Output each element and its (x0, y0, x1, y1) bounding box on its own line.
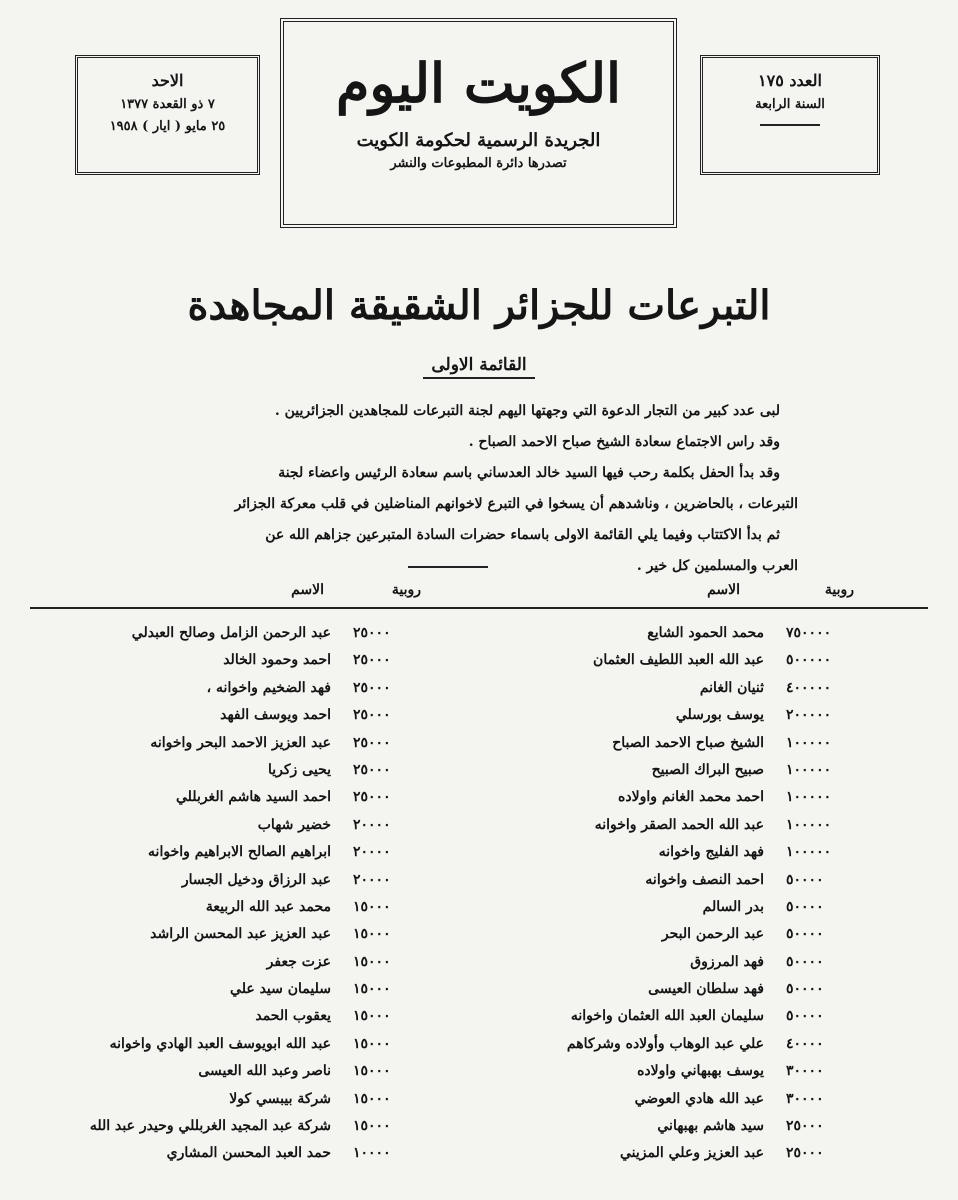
donation-amount: ٢٥٠٠٠ (353, 625, 391, 641)
donor-name: يحيى زكريا (267, 761, 331, 778)
donor-name: عزت جعفر (266, 953, 331, 970)
article-body (158, 396, 798, 582)
table-row (488, 1140, 848, 1167)
donation-amount: ٥٠٠٠٠٠ (786, 652, 832, 669)
subheading-text: القائمة الاولى (423, 355, 534, 379)
donation-amount: ١٥٠٠٠ (353, 981, 391, 998)
article-headline: التبرعات للجزائر الشقيقة المجاهدة (187, 282, 771, 329)
table-row (55, 702, 415, 729)
issue-divider (760, 124, 820, 126)
donation-amount: ١٠٠٠٠٠ (786, 789, 832, 806)
table-row (488, 894, 848, 921)
donor-name: احمد النصف واخوانه (645, 871, 764, 888)
table-row (488, 1058, 848, 1085)
date-box (75, 55, 260, 175)
donor-name: الشيخ صباح الاحمد الصباح (612, 734, 764, 751)
donor-name: حمد العبد المحسن المشاري (166, 1145, 331, 1162)
masthead-subtitle: الجريدة الرسمية لحكومة الكويت (356, 130, 601, 151)
donation-amount: ٢٥٠٠٠ (353, 652, 391, 669)
donation-amount: ٧٥٠٠٠٠ (786, 625, 832, 641)
donation-amount: ٢٠٠٠٠ (353, 844, 391, 861)
donor-name: احمد محمد الغانم واولاده (618, 789, 764, 806)
donation-amount: ٥٠٠٠٠ (786, 1008, 824, 1025)
table-row (488, 1086, 848, 1113)
paragraph-line: ثم بدأ الاكتتاب وفيما يلي القائمة الاولى باسماء حضرات السادة المتبرعين جزاهم الله عن (265, 527, 780, 543)
table-row (55, 1058, 415, 1085)
donor-name: عبد الرزاق ودخيل الجسار (181, 871, 331, 888)
donation-amount: ١٥٠٠٠ (353, 1035, 391, 1052)
donation-amount: ٣٠٠٠٠ (786, 1063, 824, 1080)
donation-amount: ٢٠٠٠٠٠ (786, 707, 832, 724)
table-row (488, 949, 848, 976)
donation-amount: ٤٠٠٠٠ (786, 1035, 824, 1052)
donation-amount: ٢٠٠٠٠ (353, 816, 391, 833)
donation-amount: ١٥٠٠٠ (353, 898, 391, 915)
donor-name: احمد ويوسف الفهد (220, 707, 331, 724)
left-amount-header: روبية (391, 582, 421, 598)
donor-name: عبد العزيز وعلي المزيني (620, 1145, 764, 1162)
donation-amount: ١٠٠٠٠ (353, 1145, 391, 1162)
table-row (55, 730, 415, 757)
day-label: الاحد (151, 71, 184, 90)
table-row (55, 647, 415, 674)
table-row (55, 1086, 415, 1113)
donation-amount: ١٠٠٠٠٠ (786, 761, 832, 778)
table-row (488, 976, 848, 1003)
donor-name: عبد الرحمن الزامل وصالح العبدلي (131, 625, 331, 641)
donor-name: احمد السيد هاشم الغربللي (176, 789, 331, 806)
donation-amount: ٥٠٠٠٠ (786, 871, 824, 888)
hijri-date: ٧ ذو القعدة ١٣٧٧ (120, 97, 215, 112)
donation-amount: ١٠٠٠٠٠ (786, 844, 832, 861)
issue-number: العدد ١٧٥ (758, 71, 822, 90)
table-row (55, 675, 415, 702)
table-row (55, 894, 415, 921)
table-row (488, 757, 848, 784)
table-row (488, 702, 848, 729)
donor-name: احمد وحمود الخالد (223, 652, 331, 669)
paragraph-line: العرب والمسلمين كل خير . (636, 558, 798, 574)
table-row (488, 839, 848, 866)
donation-amount: ١٠٠٠٠٠ (786, 734, 832, 751)
donor-name: شركة عبد المجيد الغربللي وحيدر عبد الله (89, 1118, 331, 1135)
table-row (55, 620, 415, 647)
donation-amount: ٥٠٠٠٠ (786, 953, 824, 970)
issue-year: السنة الرابعة (755, 97, 825, 112)
right-amount-header: روبية (824, 582, 854, 598)
donor-name: فهد المرزوق (690, 953, 764, 970)
paragraph-line: وقد بدأ الحفل بكلمة رحب فيها السيد خالد العدساني باسم سعادة الرئيس واعضاء لجنة (278, 465, 780, 481)
donor-name: عبد الرحمن البحر (661, 926, 764, 943)
table-row (55, 921, 415, 948)
table-row (55, 867, 415, 894)
donor-name: بدر السالم (702, 898, 764, 915)
table-row (488, 921, 848, 948)
donor-name: عبد الله ابويوسف العبد الهادي واخوانه (109, 1035, 331, 1052)
donor-name: سيد هاشم بهبهاني (657, 1118, 764, 1135)
table-row (488, 784, 848, 811)
donor-name: محمد عبد الله الربيعة (205, 898, 331, 915)
table-row (488, 675, 848, 702)
donor-name: عبد الله الحمد الصقر واخوانه (594, 816, 764, 833)
donor-name: صبيح البراك الصبيح (651, 761, 764, 778)
donor-name: سليمان سيد علي (230, 981, 331, 998)
donor-name: فهد الفليج واخوانه (658, 844, 764, 861)
donation-amount: ١٥٠٠٠ (353, 1118, 391, 1135)
donation-amount: ١٥٠٠٠ (353, 1063, 391, 1080)
donor-name: يوسف بورسلي (675, 707, 764, 724)
donation-amount: ١٠٠٠٠٠ (786, 816, 832, 833)
donor-name: يوسف بهبهاني واولاده (637, 1063, 764, 1080)
masthead (280, 18, 677, 228)
donor-name: عبد العزيز الاحمد البحر واخوانه (150, 734, 331, 751)
issue-box (700, 55, 880, 175)
right-name-header: الاسم (707, 582, 740, 598)
donor-name: فهد سلطان العيسى (648, 981, 764, 998)
donor-name: يعقوب الحمد (255, 1008, 331, 1025)
donor-name: عبد العزيز عبد المحسن الراشد (150, 926, 331, 943)
gregorian-date: ٢٥ مايو ( ايار ) ١٩٥٨ (109, 119, 226, 134)
donation-amount: ٣٠٠٠٠ (786, 1090, 824, 1107)
donation-amount: ٢٥٠٠٠ (786, 1118, 824, 1135)
donor-name: ابراهيم الصالح الابراهيم واخوانه (148, 844, 331, 861)
table-row (488, 867, 848, 894)
donation-amount: ١٥٠٠٠ (353, 1090, 391, 1107)
donor-name: محمد الحمود الشايع (647, 625, 764, 641)
donors-table-left (55, 620, 415, 1168)
donation-amount: ٥٠٠٠٠ (786, 981, 824, 998)
donation-amount: ٢٥٠٠٠ (353, 734, 391, 751)
donation-amount: ١٥٠٠٠ (353, 1008, 391, 1025)
donation-amount: ٢٥٠٠٠ (353, 761, 391, 778)
donation-amount: ١٥٠٠٠ (353, 926, 391, 943)
table-row (488, 647, 848, 674)
donation-amount: ٥٠٠٠٠ (786, 898, 824, 915)
table-row (55, 839, 415, 866)
donation-amount: ٢٠٠٠٠ (353, 871, 391, 888)
donor-name: عبد الله العبد اللطيف العثمان (593, 652, 764, 669)
table-row (55, 757, 415, 784)
donation-amount: ١٥٠٠٠ (353, 953, 391, 970)
article-subheading (0, 353, 958, 377)
section-divider (408, 566, 488, 568)
table-row (55, 976, 415, 1003)
donors-table-right (488, 620, 848, 1168)
table-row (55, 1140, 415, 1167)
donor-name: علي عبد الوهاب وأولاده وشركاهم (566, 1035, 764, 1052)
table-row (55, 1031, 415, 1058)
table-row (488, 620, 848, 647)
table-row (55, 1003, 415, 1030)
table-row (55, 812, 415, 839)
left-name-header: الاسم (291, 582, 324, 598)
donor-name: فهد الضخيم واخوانه ، (206, 679, 331, 696)
table-row (488, 1003, 848, 1030)
table-row (55, 1113, 415, 1140)
donor-name: عبد الله هادي العوضي (634, 1090, 764, 1107)
donation-amount: ٢٥٠٠٠ (353, 789, 391, 806)
donor-name: ناصر وعبد الله العيسى (198, 1063, 331, 1080)
donation-amount: ٢٥٠٠٠ (786, 1145, 824, 1162)
donor-name: شركة بيبسي كولا (229, 1090, 331, 1107)
masthead-publisher: تصدرها دائرة المطبوعات والنشر (390, 156, 567, 171)
donor-name: خضير شهاب (257, 816, 331, 833)
donation-amount: ٢٥٠٠٠ (353, 679, 391, 696)
donation-amount: ٢٥٠٠٠ (353, 707, 391, 724)
table-header-rule (30, 607, 928, 609)
table-row (488, 730, 848, 757)
table-row (488, 1113, 848, 1140)
table-row (488, 812, 848, 839)
donation-amount: ٤٠٠٠٠٠ (786, 679, 832, 696)
paragraph-line: التبرعات ، بالحاضرين ، وناشدهم أن يسخوا في التبرع لاخوانهم المناضلين في قلب معركة الجزائر (234, 496, 798, 512)
table-row (488, 1031, 848, 1058)
paragraph-line: وقد راس الاجتماع سعادة الشيخ صباح الاحمد الصباح . (468, 434, 780, 450)
donation-amount: ٥٠٠٠٠ (786, 926, 824, 943)
donor-name: ثنيان الغانم (699, 679, 764, 696)
table-row (55, 949, 415, 976)
paragraph-line: لبى عدد كبير من التجار الدعوة التي وجهتها اليهم لجنة التبرعات للمجاهدين الجزائريين . (274, 403, 780, 419)
table-row (55, 784, 415, 811)
masthead-title: الكويت اليوم (335, 51, 622, 115)
donor-name: سليمان العبد الله العثمان واخوانه (570, 1008, 764, 1025)
